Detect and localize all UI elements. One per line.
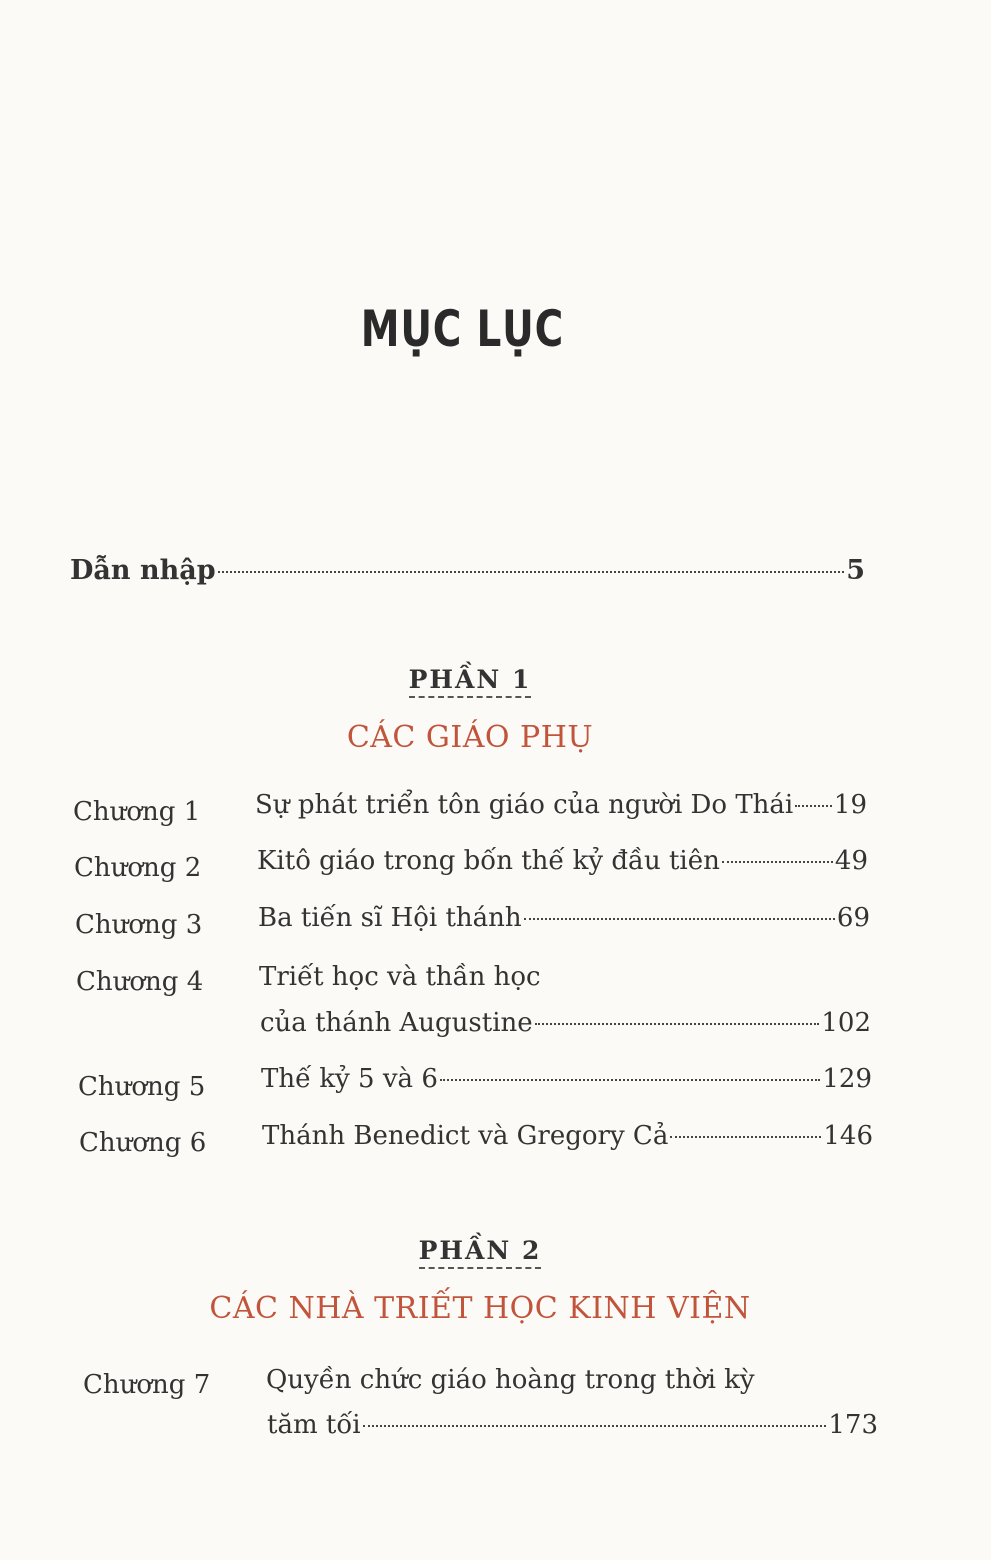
- dot-leader: [524, 918, 835, 920]
- chapter-2-title: Kitô giáo trong bốn thế kỷ đầu tiên: [257, 846, 720, 876]
- chapter-7-title-line-2: tăm tối: [267, 1410, 361, 1440]
- chapter-3-page: 69: [836, 903, 870, 933]
- part-2-label: [380, 1236, 580, 1269]
- chapter-4-number: Chương 4: [76, 967, 204, 997]
- chapter-7-page: 173: [828, 1410, 878, 1440]
- chapter-2-page: 49: [834, 846, 868, 876]
- part-2-section-title: CÁC NHÀ TRIẾT HỌC KINH VIỆN: [209, 1291, 751, 1326]
- chapter-3-title: Ba tiến sĩ Hội thánh: [258, 903, 522, 933]
- chapter-1-number: Chương 1: [73, 797, 201, 827]
- dot-leader: [795, 805, 832, 807]
- chapter-4-title-line-2: của thánh Augustine: [260, 1008, 533, 1038]
- dot-leader: [218, 571, 845, 573]
- chapter-4-entry[interactable]: [260, 1008, 871, 1038]
- part-label-text: PHẦN 2: [419, 1236, 542, 1269]
- intro-label: Dẫn nhập: [70, 555, 216, 586]
- chapter-2-number: Chương 2: [74, 853, 202, 883]
- chapter-7-number: Chương 7: [83, 1370, 211, 1400]
- chapter-2-entry[interactable]: [257, 846, 868, 876]
- chapter-7-entry[interactable]: [267, 1410, 878, 1440]
- part-label-text: PHẦN 1: [409, 665, 532, 698]
- chapter-6-title: Thánh Benedict và Gregory Cả: [262, 1121, 669, 1151]
- chapter-3-entry[interactable]: [258, 903, 870, 933]
- part-1-section-title: CÁC GIÁO PHỤ: [346, 720, 594, 755]
- dot-leader: [722, 861, 833, 863]
- dot-leader: [535, 1023, 820, 1025]
- intro-page: 5: [846, 555, 865, 586]
- dot-leader: [363, 1425, 827, 1427]
- chapter-7-title-line-1: Quyền chức giáo hoàng trong thời kỳ: [266, 1365, 755, 1395]
- chapter-5-number: Chương 5: [78, 1072, 206, 1102]
- chapter-5-entry[interactable]: [261, 1064, 872, 1094]
- chapter-6-entry[interactable]: [262, 1121, 873, 1151]
- chapter-4-page: 102: [821, 1008, 871, 1038]
- chapter-1-title: Sự phát triển tôn giáo của người Do Thái: [255, 790, 794, 820]
- dot-leader: [670, 1136, 821, 1138]
- chapter-5-page: 129: [822, 1064, 872, 1094]
- page-title: MỤC LỤC: [360, 300, 565, 358]
- chapter-5-title: Thế kỷ 5 và 6: [261, 1064, 438, 1094]
- chapter-1-page: 19: [833, 790, 867, 820]
- dot-leader: [440, 1079, 821, 1081]
- chapter-6-page: 146: [823, 1121, 873, 1151]
- part-1-label: [370, 665, 570, 698]
- chapter-1-entry[interactable]: [255, 790, 867, 820]
- chapter-6-number: Chương 6: [79, 1128, 207, 1158]
- chapter-4-title-line-1: Triết học và thần học: [259, 962, 541, 992]
- toc-entry-intro[interactable]: [70, 555, 865, 586]
- chapter-3-number: Chương 3: [75, 910, 203, 940]
